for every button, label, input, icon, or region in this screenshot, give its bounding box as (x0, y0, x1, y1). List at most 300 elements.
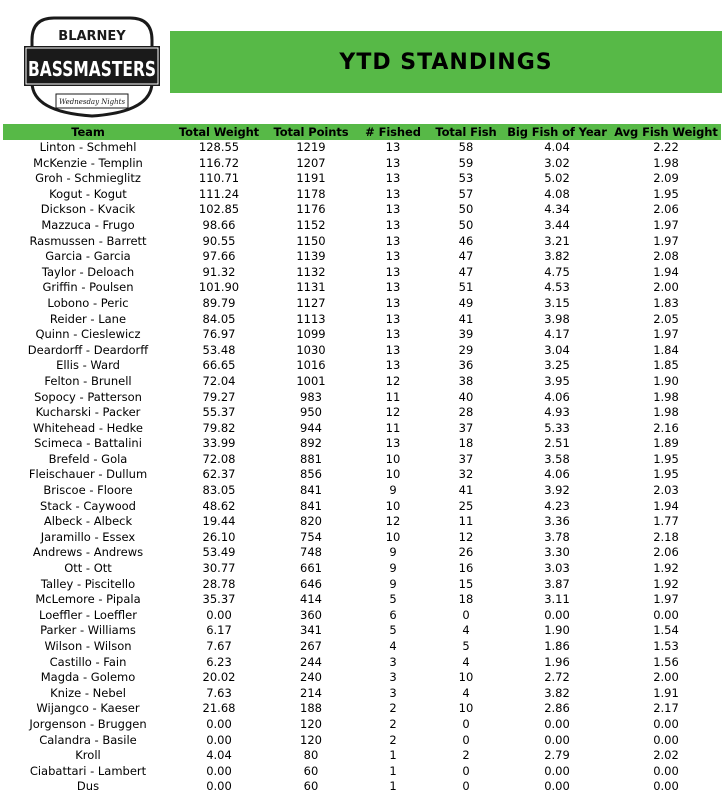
big-fish-cell: 0.00 (544, 607, 570, 622)
total-points-cell: 841 (300, 483, 322, 498)
big-fish-cell: 2.79 (544, 748, 570, 763)
team-cell: Scimeca - Battalini (34, 436, 142, 451)
total-weight-cell: 55.37 (202, 405, 236, 420)
big-fish-cell: 0.00 (544, 779, 570, 794)
num-fished-cell: 10 (385, 467, 401, 482)
table-row (3, 561, 721, 577)
table-row (3, 733, 721, 749)
header-total-weight: Total Weight (173, 124, 265, 140)
big-fish-cell: 3.98 (544, 311, 570, 326)
total-points-cell: 240 (300, 670, 322, 685)
total-fish-cell: 0 (462, 779, 470, 794)
header-total-points: Total Points (265, 124, 357, 140)
num-fished-cell: 11 (385, 420, 401, 435)
total-fish-cell: 0 (462, 716, 470, 731)
total-points-cell: 1191 (296, 171, 326, 186)
total-weight-cell: 33.99 (202, 436, 236, 451)
total-points-cell: 120 (300, 716, 322, 731)
total-weight-cell: 111.24 (198, 186, 240, 201)
big-fish-cell: 2.51 (544, 436, 570, 451)
avg-fish-weight-cell: 2.00 (653, 280, 679, 295)
num-fished-cell: 13 (385, 202, 401, 217)
big-fish-cell: 3.95 (544, 373, 570, 388)
total-points-cell: 1139 (296, 249, 326, 264)
total-points-cell: 1016 (296, 358, 326, 373)
team-cell: Albeck - Albeck (43, 514, 133, 529)
logo-badge (24, 12, 160, 118)
total-weight-cell: 0.00 (206, 607, 232, 622)
total-fish-cell: 25 (458, 498, 474, 513)
avg-fish-weight-cell: 2.18 (653, 529, 679, 544)
total-points-cell: 856 (300, 467, 322, 482)
total-points-cell: 983 (300, 389, 322, 404)
total-weight-cell: 91.32 (202, 264, 236, 279)
standings-table (3, 124, 721, 795)
big-fish-cell: 3.58 (544, 451, 570, 466)
table-row (3, 530, 721, 546)
num-fished-cell: 13 (385, 358, 401, 373)
total-weight-cell: 128.55 (198, 140, 240, 154)
total-fish-cell: 38 (458, 373, 474, 388)
big-fish-cell: 3.78 (544, 529, 570, 544)
team-cell: Knize - Nebel (50, 685, 126, 700)
table-row (3, 717, 721, 733)
total-fish-cell: 2 (462, 748, 470, 763)
total-fish-cell: 50 (458, 217, 474, 232)
num-fished-cell: 12 (385, 514, 401, 529)
total-points-cell: 360 (300, 607, 322, 622)
total-fish-cell: 58 (458, 140, 474, 154)
total-points-cell: 1132 (296, 264, 326, 279)
total-weight-cell: 53.49 (202, 545, 236, 560)
big-fish-cell: 3.92 (544, 483, 570, 498)
total-points-cell: 950 (300, 405, 322, 420)
table-row (3, 592, 721, 608)
total-points-cell: 80 (303, 748, 319, 763)
total-points-cell: 1127 (296, 295, 326, 310)
table-row (3, 296, 721, 312)
total-weight-cell: 6.23 (206, 654, 232, 669)
avg-fish-weight-cell: 2.05 (653, 311, 679, 326)
num-fished-cell: 13 (385, 436, 401, 451)
total-weight-cell: 89.79 (202, 295, 236, 310)
total-fish-cell: 32 (458, 467, 474, 482)
avg-fish-weight-cell: 1.97 (653, 327, 679, 342)
page-title: YTD STANDINGS (339, 49, 553, 75)
total-fish-cell: 47 (458, 249, 474, 264)
big-fish-cell: 0.00 (544, 763, 570, 778)
avg-fish-weight-cell: 1.94 (653, 498, 679, 513)
team-cell: Griffin - Poulsen (42, 280, 134, 295)
avg-fish-weight-cell: 1.53 (653, 639, 679, 653)
table-row (3, 779, 721, 795)
team-cell: Dus (76, 779, 100, 794)
big-fish-cell: 4.08 (544, 186, 570, 201)
total-fish-cell: 41 (458, 483, 474, 498)
table-row (3, 701, 721, 717)
avg-fish-weight-cell: 1.92 (653, 561, 679, 576)
avg-fish-weight-cell: 2.06 (653, 545, 679, 560)
total-fish-cell: 16 (458, 561, 474, 576)
num-fished-cell: 1 (389, 748, 397, 763)
num-fished-cell: 5 (389, 623, 397, 638)
avg-fish-weight-cell: 0.00 (653, 779, 679, 794)
big-fish-cell: 3.87 (544, 576, 570, 591)
team-cell: Loeffler - Loeffler (39, 607, 137, 622)
total-weight-cell: 0.00 (206, 763, 232, 778)
standings-body (3, 140, 721, 795)
num-fished-cell: 13 (385, 327, 401, 342)
table-row (3, 171, 721, 187)
total-fish-cell: 11 (458, 514, 474, 529)
avg-fish-weight-cell: 2.16 (653, 420, 679, 435)
num-fished-cell: 3 (389, 654, 397, 669)
total-fish-cell: 26 (458, 545, 474, 560)
big-fish-cell: 4.23 (544, 498, 570, 513)
num-fished-cell: 1 (389, 763, 397, 778)
avg-fish-weight-cell: 0.00 (653, 732, 679, 747)
total-weight-cell: 30.77 (202, 561, 236, 576)
table-row (3, 156, 721, 172)
num-fished-cell: 11 (385, 389, 401, 404)
num-fished-cell: 12 (385, 405, 401, 420)
avg-fish-weight-cell: 1.77 (653, 514, 679, 529)
logo-tagline: Wednesday Nights (58, 98, 126, 106)
num-fished-cell: 13 (385, 140, 401, 154)
team-cell: Andrews - Andrews (32, 545, 144, 560)
avg-fish-weight-cell: 1.95 (653, 451, 679, 466)
table-row (3, 327, 721, 343)
total-weight-cell: 72.08 (202, 451, 236, 466)
table-row (3, 312, 721, 328)
avg-fish-weight-cell: 1.94 (653, 264, 679, 279)
total-fish-cell: 37 (458, 451, 474, 466)
table-row (3, 655, 721, 671)
total-weight-cell: 7.63 (206, 685, 232, 700)
total-fish-cell: 28 (458, 405, 474, 420)
total-weight-cell: 0.00 (206, 732, 232, 747)
total-points-cell: 1178 (296, 186, 326, 201)
avg-fish-weight-cell: 0.00 (653, 763, 679, 778)
total-points-cell: 661 (300, 561, 322, 576)
total-weight-cell: 83.05 (202, 483, 236, 498)
logo-top-text: BLARNEY (58, 29, 126, 44)
team-cell: Reider - Lane (49, 311, 127, 326)
team-cell: Kucharski - Packer (35, 405, 141, 420)
num-fished-cell: 13 (385, 311, 401, 326)
big-fish-cell: 4.06 (544, 467, 570, 482)
total-points-cell: 1131 (296, 280, 326, 295)
avg-fish-weight-cell: 1.98 (653, 389, 679, 404)
total-weight-cell: 98.66 (202, 217, 236, 232)
num-fished-cell: 2 (389, 716, 397, 731)
num-fished-cell: 9 (389, 545, 397, 560)
team-cell: Mazzuca - Frugo (41, 217, 135, 232)
table-row (3, 670, 721, 686)
total-weight-cell: 72.04 (202, 373, 236, 388)
big-fish-cell: 3.21 (544, 233, 570, 248)
team-cell: Fleischauer - Dullum (28, 467, 148, 482)
total-fish-cell: 50 (458, 202, 474, 217)
total-points-cell: 1030 (296, 342, 326, 357)
total-fish-cell: 53 (458, 171, 474, 186)
total-fish-cell: 10 (458, 670, 474, 685)
table-row (3, 764, 721, 780)
total-points-cell: 820 (300, 514, 322, 529)
total-weight-cell: 28.78 (202, 576, 236, 591)
table-row (3, 545, 721, 561)
avg-fish-weight-cell: 2.09 (653, 171, 679, 186)
header-big-fish: Big Fish of Year (503, 124, 611, 140)
avg-fish-weight-cell: 1.92 (653, 576, 679, 591)
big-fish-cell: 4.04 (544, 140, 570, 154)
big-fish-cell: 1.96 (544, 654, 570, 669)
table-row (3, 748, 721, 764)
big-fish-cell: 3.44 (544, 217, 570, 232)
total-fish-cell: 18 (458, 592, 474, 607)
total-points-cell: 60 (303, 763, 319, 778)
num-fished-cell: 5 (389, 592, 397, 607)
total-points-cell: 188 (300, 701, 322, 716)
num-fished-cell: 13 (385, 280, 401, 295)
team-cell: Quinn - Cieslewicz (35, 327, 141, 342)
total-points-cell: 1152 (296, 217, 326, 232)
table-row (3, 467, 721, 483)
team-cell: Kogut - Kogut (49, 186, 127, 201)
team-cell: Lobono - Peric (47, 295, 129, 310)
total-fish-cell: 4 (462, 654, 470, 669)
table-row (3, 483, 721, 499)
total-weight-cell: 79.82 (202, 420, 236, 435)
league-logo (24, 12, 160, 118)
num-fished-cell: 4 (389, 639, 397, 653)
num-fished-cell: 13 (385, 217, 401, 232)
big-fish-cell: 3.15 (544, 295, 570, 310)
team-cell: Deardorff - Deardorff (27, 342, 149, 357)
table-row (3, 452, 721, 468)
total-points-cell: 1099 (296, 327, 326, 342)
total-points-cell: 892 (300, 436, 322, 451)
table-row (3, 187, 721, 203)
big-fish-cell: 3.82 (544, 685, 570, 700)
team-cell: Brefeld - Gola (48, 451, 128, 466)
total-fish-cell: 51 (458, 280, 474, 295)
table-row (3, 577, 721, 593)
big-fish-cell: 5.02 (544, 171, 570, 186)
header-avg-fish-weight: Avg Fish Weight (611, 124, 721, 140)
avg-fish-weight-cell: 2.00 (653, 670, 679, 685)
total-points-cell: 60 (303, 779, 319, 794)
big-fish-cell: 0.00 (544, 732, 570, 747)
num-fished-cell: 13 (385, 233, 401, 248)
total-weight-cell: 102.85 (198, 202, 240, 217)
num-fished-cell: 3 (389, 670, 397, 685)
total-fish-cell: 57 (458, 186, 474, 201)
num-fished-cell: 13 (385, 171, 401, 186)
total-fish-cell: 59 (458, 155, 474, 170)
avg-fish-weight-cell: 2.06 (653, 202, 679, 217)
total-points-cell: 244 (300, 654, 322, 669)
table-row (3, 421, 721, 437)
total-fish-cell: 41 (458, 311, 474, 326)
total-weight-cell: 48.62 (202, 498, 236, 513)
total-weight-cell: 84.05 (202, 311, 236, 326)
big-fish-cell: 4.06 (544, 389, 570, 404)
total-points-cell: 1219 (296, 140, 326, 154)
big-fish-cell: 1.90 (544, 623, 570, 638)
total-points-cell: 120 (300, 732, 322, 747)
table-row (3, 234, 721, 250)
total-weight-cell: 0.00 (206, 779, 232, 794)
team-cell: Kroll (75, 748, 101, 763)
total-points-cell: 646 (300, 576, 322, 591)
team-cell: Ciabattari - Lambert (29, 763, 147, 778)
team-cell: Whitehead - Hedke (33, 420, 143, 435)
avg-fish-weight-cell: 1.98 (653, 405, 679, 420)
avg-fish-weight-cell: 2.17 (653, 701, 679, 716)
table-row (3, 686, 721, 702)
num-fished-cell: 13 (385, 186, 401, 201)
avg-fish-weight-cell: 1.95 (653, 467, 679, 482)
total-fish-cell: 46 (458, 233, 474, 248)
big-fish-cell: 3.11 (544, 592, 570, 607)
total-fish-cell: 15 (458, 576, 474, 591)
table-row (3, 374, 721, 390)
big-fish-cell: 2.72 (544, 670, 570, 685)
big-fish-cell: 3.30 (544, 545, 570, 560)
total-weight-cell: 0.00 (206, 716, 232, 731)
team-cell: Sopocy - Patterson (34, 389, 142, 404)
avg-fish-weight-cell: 1.85 (653, 358, 679, 373)
table-row (3, 390, 721, 406)
total-weight-cell: 62.37 (202, 467, 236, 482)
total-weight-cell: 19.44 (202, 514, 236, 529)
team-cell: Jorgenson - Bruggen (29, 716, 147, 731)
table-row (3, 405, 721, 421)
num-fished-cell: 13 (385, 342, 401, 357)
team-cell: Taylor - Deloach (41, 264, 135, 279)
num-fished-cell: 10 (385, 498, 401, 513)
table-row (3, 265, 721, 281)
total-weight-cell: 4.04 (206, 748, 232, 763)
total-fish-cell: 29 (458, 342, 474, 357)
table-row (3, 280, 721, 296)
total-weight-cell: 116.72 (198, 155, 240, 170)
table-row (3, 436, 721, 452)
avg-fish-weight-cell: 0.00 (653, 716, 679, 731)
table-row (3, 639, 721, 655)
total-weight-cell: 26.10 (202, 529, 236, 544)
total-points-cell: 414 (300, 592, 322, 607)
header-num-fished: # Fished (357, 124, 429, 140)
avg-fish-weight-cell: 1.91 (653, 685, 679, 700)
big-fish-cell: 3.36 (544, 514, 570, 529)
total-weight-cell: 35.37 (202, 592, 236, 607)
total-points-cell: 1207 (296, 155, 326, 170)
avg-fish-weight-cell: 1.90 (653, 373, 679, 388)
total-points-cell: 1176 (296, 202, 326, 217)
header-total-fish: Total Fish (429, 124, 503, 140)
total-weight-cell: 97.66 (202, 249, 236, 264)
team-cell: Parker - Williams (40, 623, 136, 638)
total-fish-cell: 36 (458, 358, 474, 373)
total-weight-cell: 20.02 (202, 670, 236, 685)
big-fish-cell: 0.00 (544, 716, 570, 731)
num-fished-cell: 2 (389, 732, 397, 747)
team-cell: Magda - Golemo (40, 670, 136, 685)
total-fish-cell: 4 (462, 685, 470, 700)
num-fished-cell: 13 (385, 155, 401, 170)
header-team: Team (3, 124, 173, 140)
total-fish-cell: 0 (462, 732, 470, 747)
avg-fish-weight-cell: 1.98 (653, 155, 679, 170)
avg-fish-weight-cell: 0.00 (653, 607, 679, 622)
team-cell: Garcia - Garcia (45, 249, 131, 264)
num-fished-cell: 9 (389, 576, 397, 591)
total-points-cell: 881 (300, 451, 322, 466)
team-cell: Wilson - Wilson (44, 639, 132, 653)
total-fish-cell: 4 (462, 623, 470, 638)
avg-fish-weight-cell: 1.54 (653, 623, 679, 638)
avg-fish-weight-cell: 1.56 (653, 654, 679, 669)
avg-fish-weight-cell: 1.95 (653, 186, 679, 201)
num-fished-cell: 12 (385, 373, 401, 388)
table-row (3, 343, 721, 359)
team-cell: Dickson - Kvacik (40, 202, 136, 217)
avg-fish-weight-cell: 1.84 (653, 342, 679, 357)
avg-fish-weight-cell: 1.89 (653, 436, 679, 451)
total-weight-cell: 6.17 (206, 623, 232, 638)
team-cell: McKenzie - Templin (33, 155, 143, 170)
num-fished-cell: 13 (385, 295, 401, 310)
avg-fish-weight-cell: 1.97 (653, 217, 679, 232)
total-fish-cell: 0 (462, 763, 470, 778)
total-weight-cell: 110.71 (198, 171, 240, 186)
total-fish-cell: 12 (458, 529, 474, 544)
total-points-cell: 1150 (296, 233, 326, 248)
table-row (3, 218, 721, 234)
num-fished-cell: 9 (389, 561, 397, 576)
big-fish-cell: 1.86 (544, 639, 570, 653)
total-fish-cell: 5 (462, 639, 470, 653)
total-fish-cell: 49 (458, 295, 474, 310)
table-row (3, 623, 721, 639)
total-fish-cell: 10 (458, 701, 474, 716)
avg-fish-weight-cell: 2.08 (653, 249, 679, 264)
big-fish-cell: 2.86 (544, 701, 570, 716)
table-row (3, 358, 721, 374)
big-fish-cell: 3.03 (544, 561, 570, 576)
team-cell: Ellis - Ward (56, 358, 120, 373)
big-fish-cell: 4.17 (544, 327, 570, 342)
avg-fish-weight-cell: 2.03 (653, 483, 679, 498)
total-points-cell: 748 (300, 545, 322, 560)
total-points-cell: 214 (300, 685, 322, 700)
num-fished-cell: 9 (389, 483, 397, 498)
num-fished-cell: 2 (389, 701, 397, 716)
total-weight-cell: 21.68 (202, 701, 236, 716)
total-fish-cell: 39 (458, 327, 474, 342)
total-weight-cell: 53.48 (202, 342, 236, 357)
logo-main-text: BASSMASTERS (28, 57, 156, 81)
num-fished-cell: 13 (385, 249, 401, 264)
table-row (3, 249, 721, 265)
avg-fish-weight-cell: 2.02 (653, 748, 679, 763)
total-points-cell: 341 (300, 623, 322, 638)
total-points-cell: 841 (300, 498, 322, 513)
team-cell: Calandra - Basile (39, 732, 137, 747)
num-fished-cell: 3 (389, 685, 397, 700)
